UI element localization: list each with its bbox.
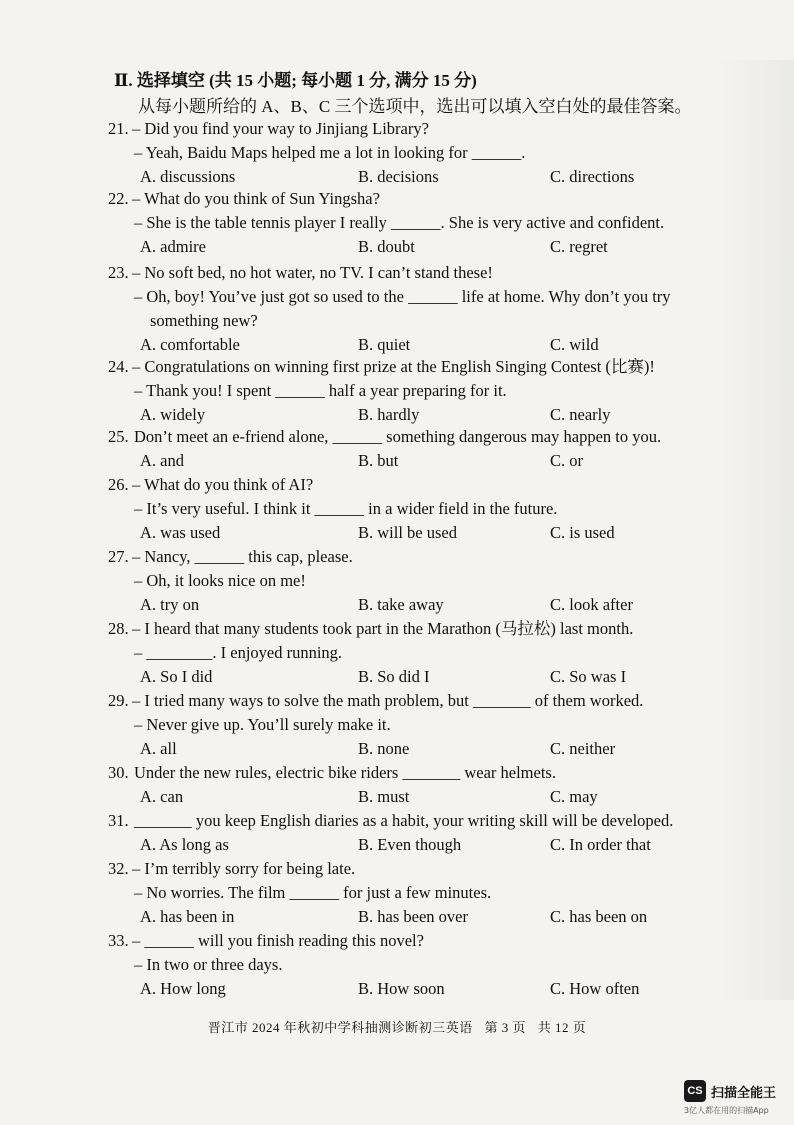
question-text-line: – Never give up. You’ll surely make it.	[134, 715, 391, 734]
bleed-through-shade	[720, 60, 794, 1000]
answer-option-c: C. How often	[550, 979, 640, 998]
answer-option-c: C. So was I	[550, 667, 627, 686]
question-text-line: – Nancy, ______ this cap, please.	[132, 547, 353, 566]
question-text-line: Don’t meet an e-friend alone, ______ something dangerous may happen to you.	[134, 427, 662, 446]
answer-option-c: C. or	[550, 451, 583, 470]
answer-option-b: B. has been over	[358, 907, 468, 926]
answer-option-c: C. wild	[550, 335, 599, 354]
question-text-line: – I tried many ways to solve the math problem, but _______ of them worked.	[132, 691, 644, 710]
question-text-line: – Thank you! I spent ______ half a year preparing for it.	[134, 381, 507, 400]
question-text-line: – In two or three days.	[134, 955, 283, 974]
question-text-line: – ______ will you finish reading this novel?	[132, 931, 424, 950]
question-number: 28.	[108, 619, 129, 638]
question-text-line: – Oh, boy! You’ve just got so used to the ______ life at home. Why don’t you try	[134, 287, 671, 306]
question-number: 29.	[108, 691, 129, 710]
answer-option-a: A. widely	[140, 405, 206, 424]
answer-option-b: B. none	[358, 739, 410, 758]
question-text-line: – No worries. The film ______ for just a few minutes.	[134, 883, 492, 902]
answer-option-b: B. but	[358, 451, 399, 470]
answer-option-a: A. So I did	[140, 667, 213, 686]
question-number: 26.	[108, 475, 129, 494]
question-number: 25.	[108, 427, 129, 446]
answer-option-a: A. was used	[140, 523, 221, 542]
answer-option-b: B. must	[358, 787, 410, 806]
answer-option-c: C. has been on	[550, 907, 648, 926]
question-text-line: – Oh, it looks nice on me!	[134, 571, 306, 590]
answer-option-b: B. will be used	[358, 523, 457, 542]
page-footer	[0, 1017, 794, 1036]
answer-option-a: A. all	[140, 739, 177, 758]
question-text-line: – I heard that many students took part in the Marathon (马拉松) last month.	[132, 619, 634, 638]
answer-option-a: A. As long as	[140, 835, 229, 854]
answer-option-b: B. quiet	[358, 335, 411, 354]
question-text-line: – Yeah, Baidu Maps helped me a lot in looking for ______.	[134, 143, 526, 162]
question-text-line: – I’m terribly sorry for being late.	[132, 859, 356, 878]
question-number: 32.	[108, 859, 129, 878]
answer-option-b: B. decisions	[358, 167, 439, 186]
answer-option-a: A. and	[140, 451, 184, 470]
footer-exam-title: 晋江市 2024 年秋初中学科抽测诊断初三英语	[207, 1020, 473, 1035]
answer-option-a: A. admire	[140, 237, 206, 256]
question-text-line: something new?	[150, 311, 258, 330]
cs-logo-icon: CS	[684, 1080, 706, 1102]
answer-option-b: B. take away	[358, 595, 444, 614]
question-number: 22.	[108, 189, 129, 208]
question-text-line: _______ you keep English diaries as a habit, your writing skill will be developed.	[134, 811, 674, 830]
question-number: 24.	[108, 357, 129, 376]
answer-option-a: A. How long	[140, 979, 226, 998]
question-text-line: – She is the table tennis player I really ______. She is very active and confident.	[134, 213, 665, 232]
question-text-line: – No soft bed, no hot water, no TV. I can’t stand these!	[132, 263, 493, 282]
answer-option-c: C. look after	[550, 595, 633, 614]
answer-option-c: C. directions	[550, 167, 635, 186]
answer-option-c: C. In order that	[550, 835, 651, 854]
answer-option-a: A. discussions	[140, 167, 236, 186]
question-text-line: – Congratulations on winning first prize at the English Singing Contest (比赛)!	[132, 357, 655, 376]
scanner-logo	[684, 1080, 784, 1120]
question-number: 33.	[108, 931, 129, 950]
answer-option-c: C. may	[550, 787, 598, 806]
section-instruction: 从每小题所给的 A、B、C 三个选项中，选出可以填入空白处的最佳答案。	[138, 97, 692, 116]
question-text-line: – ________. I enjoyed running.	[134, 643, 343, 662]
question-number: 27.	[108, 547, 129, 566]
logo-tagline: 3亿人都在用的扫描App	[684, 1106, 769, 1115]
question-text-line: – Did you find your way to Jinjiang Library?	[132, 119, 429, 138]
answer-option-a: A. try on	[140, 595, 200, 614]
answer-option-a: A. comfortable	[140, 335, 240, 354]
answer-option-b: B. So did I	[358, 667, 430, 686]
answer-option-a: A. can	[140, 787, 184, 806]
question-number: 30.	[108, 763, 129, 782]
logo-app-name: 扫描全能王	[711, 1086, 777, 1101]
section-title: Ⅱ. 选择填空 (共 15 小题; 每小题 1 分, 满分 15 分)	[114, 71, 477, 90]
answer-option-c: C. nearly	[550, 405, 611, 424]
question-text-line: – It’s very useful. I think it ______ in a wider field in the future.	[134, 499, 558, 518]
question-number: 31.	[108, 811, 129, 830]
answer-option-a: A. has been in	[140, 907, 235, 926]
answer-option-b: B. hardly	[358, 405, 420, 424]
question-text-line: Under the new rules, electric bike riders _______ wear helmets.	[134, 763, 556, 782]
question-number: 21.	[108, 119, 129, 138]
answer-option-b: B. Even though	[358, 835, 462, 854]
question-text-line: – What do you think of Sun Yingsha?	[132, 189, 380, 208]
answer-option-c: C. is used	[550, 523, 615, 542]
question-text-line: – What do you think of AI?	[132, 475, 314, 494]
answer-option-c: C. neither	[550, 739, 616, 758]
footer-total-pages: 共 12 页	[537, 1020, 587, 1035]
question-number: 23.	[108, 263, 129, 282]
footer-page-number: 第 3 页	[484, 1020, 526, 1035]
answer-option-b: B. doubt	[358, 237, 415, 256]
answer-option-b: B. How soon	[358, 979, 445, 998]
answer-option-c: C. regret	[550, 237, 608, 256]
